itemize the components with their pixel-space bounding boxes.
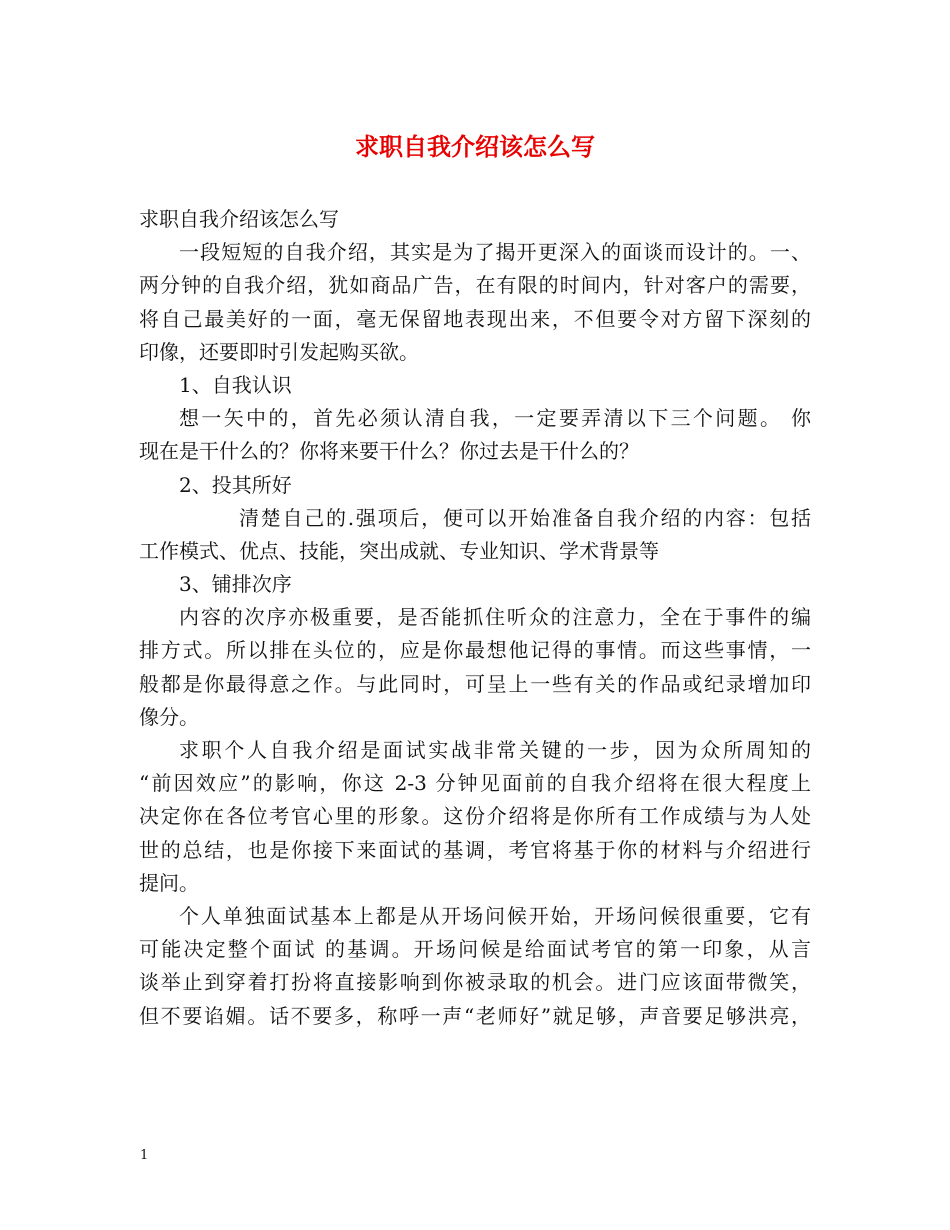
document-body [139,203,811,1033]
text-line: “前因效应”的影响，你这 2-3 分钟见面前的自我介绍将在很大程度上 [139,771,811,796]
text-line: 3、铺排次序 [179,572,292,597]
text-line: 2、投其所好 [179,472,292,497]
text-line: 求职个人自我介绍是面试实战非常关键的一步，因为众所周知的 [179,738,811,762]
text-line: 求职自我介绍该怎么写 [139,207,339,231]
text-line: 像分。 [139,704,199,729]
text-line: 两分钟的自我介绍，犹如商品广告，在有限的时间内，针对客户的需要， [139,273,811,298]
text-line: 1、自我认识 [179,372,292,397]
text-line: 排方式。所以排在头位的，应是你最想他记得的事情。而这些事情，一 [139,638,811,663]
text-line: 一段短短的自我介绍，其实是为了揭开更深入的面谈而设计的。一、 [179,240,811,265]
text-line: 世的总结，也是你接下来面试的基调，考官将基于你的材料与介绍进行 [139,837,811,862]
text-line: 但不要谄媚。话不要多，称呼一声“老师好”就足够，声音要足够洪亮， [139,1003,811,1028]
text-line: 般都是你最得意之作。与此同时，可呈上一些有关的作品或纪录增加印 [139,671,811,696]
text-line: 谈举止到穿着打扮将直接影响到你被录取的机会。进门应该面带微笑， [139,970,811,995]
text-line: 个人单独面试基本上都是从开场问候开始，开场问候很重要，它有 [179,903,811,928]
document-title: 求职自我介绍该怎么写 [355,132,595,161]
text-line: 清楚自己的.强项后，便可以开始准备自我介绍的内容：包括 [239,505,811,530]
page-number: 1 [140,1148,149,1163]
text-line: 决定你在各位考官心里的形象。这份介绍将是你所有工作成绩与为人处 [139,804,811,829]
text-line: 内容的次序亦极重要，是否能抓住听众的注意力，全在于事件的编 [179,605,811,630]
text-line: 工作模式、优点、技能，突出成就、专业知识、学术背景等 [139,538,659,563]
text-line: 印像，还要即时引发起购买欲。 [139,339,419,364]
text-line: 将自己最美好的一面，毫无保留地表现出来，不但要令对方留下深刻的 [139,306,811,331]
text-line: 想一矢中的，首先必须认清自我，一定要弄清以下三个问题。 你 [179,406,811,431]
text-line: 提问。 [139,870,199,895]
text-line: 现在是干什么的？你将来要干什么？你过去是干什么的？ [139,439,639,464]
text-line: 可能决定整个面试 的基调。开场问候是给面试考官的第一印象，从言 [139,937,811,962]
